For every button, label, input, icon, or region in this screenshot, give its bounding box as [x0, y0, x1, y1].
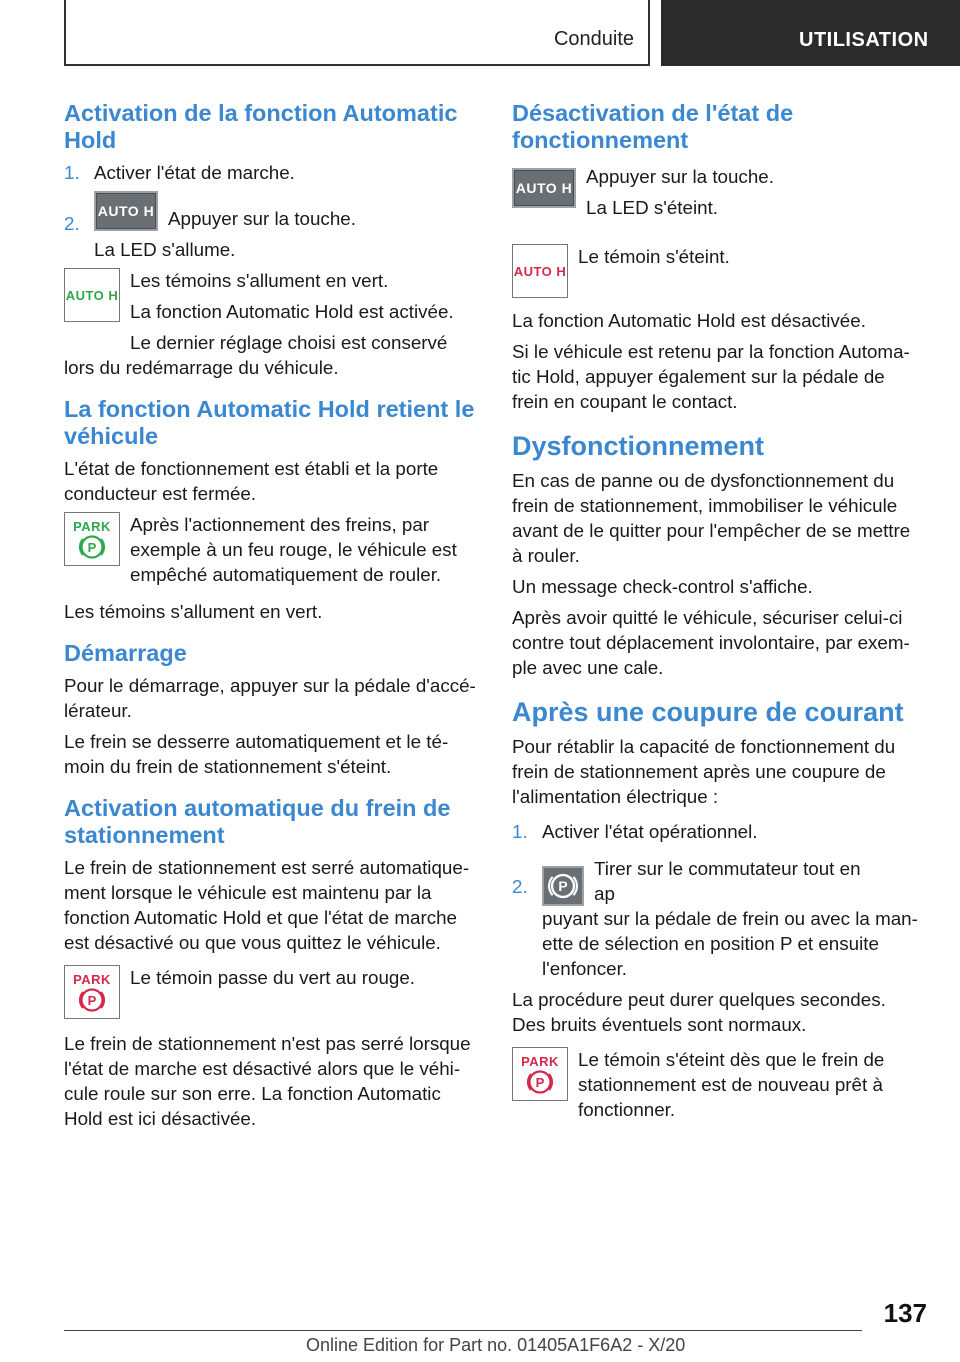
- auto-h-indicator-icon: [64, 268, 120, 322]
- indicator-text: Le témoin s'éteint dès que le frein de stationnement est de nouveau prêt à fonctionner.: [578, 1049, 885, 1120]
- footer-edition: Online Edition for Part no. 01405A1F6A2 - X/20: [306, 1335, 686, 1355]
- parking-brake-icon: [548, 871, 578, 901]
- step-after-text: La LED s'allume.: [94, 239, 236, 260]
- page-header: [0, 0, 960, 66]
- auto-h-indicator-note: [512, 244, 922, 298]
- indicator-label: PARK: [521, 1053, 559, 1069]
- auto-h-button-icon: [94, 191, 158, 231]
- auto-h-indicator-note: [64, 268, 482, 355]
- step-text: Appuyer sur la touche.: [168, 208, 356, 229]
- step-number: 1.: [64, 162, 80, 183]
- indicator-text-continued: lors du redémarrage du véhicule.: [64, 357, 339, 378]
- parking-brake-icon: [79, 987, 105, 1013]
- step-text: Activer l'état opérationnel.: [542, 821, 758, 842]
- indicator-text: La LED s'éteint.: [586, 197, 719, 218]
- footer-divider: [64, 1330, 862, 1331]
- heading-retient: La fonction Automatic Hold retient le véhicule: [64, 396, 475, 449]
- heading-coupure: Après une coupure de courant: [512, 697, 904, 727]
- step-number: 2.: [64, 213, 80, 234]
- header-chapter-tab: UTILISATION: [661, 0, 960, 66]
- step-2: [512, 856, 922, 981]
- paragraph: Pour le démarrage, appuyer sur la pédale d'accélérateur.: [64, 675, 476, 721]
- indicator-text: Appuyer sur la touche.: [586, 166, 774, 187]
- indicator-label: AUTO H: [65, 287, 119, 303]
- paragraph: La procédure peut durer quelques secondes. Des bruits éventuels sont normaux.: [512, 989, 886, 1035]
- step-1: [512, 819, 922, 844]
- parking-brake-icon: [527, 1069, 553, 1095]
- heading-activation: Activation de la fonction Automatic Hold: [64, 100, 458, 153]
- step-2: [64, 191, 482, 262]
- heading-demarrage: Démarrage: [64, 640, 187, 666]
- auto-h-button-icon: [512, 168, 576, 208]
- paragraph: La fonction Automatic Hold est désactivée.: [512, 310, 866, 331]
- park-green-indicator-icon: [64, 512, 120, 566]
- indicator-label: PARK: [73, 971, 111, 987]
- svg-text:P: P: [87, 992, 97, 1008]
- paragraph: Le frein de stationnement est serré automatiquement lorsque le véhicule est maintenu par la fonction Automatic Hold et que l'état de marche est désactivé ou que vous quittez le véhicule.: [64, 857, 470, 953]
- park-red-note: [512, 1047, 922, 1128]
- park-red-indicator-icon: [64, 965, 120, 1019]
- step-text: Tirer sur le commutateur tout en ap: [594, 858, 861, 904]
- step-number: 1.: [512, 821, 528, 842]
- indicator-text: Les témoins s'allument en vert.: [130, 270, 389, 291]
- indicator-label: PARK: [73, 518, 111, 534]
- paragraph: En cas de panne ou de dysfonctionnement du frein de stationnement, immobiliser le véhicule avant de le quitter pour l'empêcher de se mettre à rouler.: [512, 470, 911, 566]
- auto-h-button-label: AUTO H: [97, 202, 155, 219]
- paragraph: Les témoins s'allument en vert.: [64, 601, 323, 622]
- indicator-text: Après l'actionnement des freins, par exemple à un feu rouge, le véhicule est empêché automatiquement de rouler.: [130, 514, 457, 585]
- park-red-note: [64, 965, 482, 1019]
- left-column: [64, 100, 482, 1137]
- paragraph: Le frein se desserre automatiquement et le témoin du frein de stationnement s'éteint.: [64, 731, 449, 777]
- svg-text:P: P: [87, 539, 97, 555]
- heading-desactivation: Désactivation de l'état de fonctionnement: [512, 100, 794, 153]
- auto-h-indicator-icon: [512, 244, 568, 298]
- indicator-text: La fonction Automatic Hold est activée.: [130, 301, 454, 322]
- header-section-title: Conduite: [553, 28, 634, 50]
- svg-text:P: P: [535, 1074, 545, 1090]
- indicator-text: Le dernier réglage choisi est conservé: [130, 332, 448, 353]
- paragraph: L'état de fonctionnement est établi et la porte conducteur est fermée.: [64, 458, 439, 504]
- header-section-box: [64, 0, 650, 66]
- indicator-text: Le témoin passe du vert au rouge.: [130, 967, 416, 988]
- step-number: 2.: [512, 876, 528, 897]
- auto-h-button-label: AUTO H: [515, 180, 573, 196]
- heading-dysfonctionnement: Dysfonctionnement: [512, 431, 765, 461]
- indicator-text: Le témoin s'éteint.: [578, 246, 730, 267]
- heading-auto-frein: Activation automatique du frein de stationnement: [64, 795, 451, 848]
- park-green-note: [64, 512, 482, 593]
- parking-brake-switch-icon: [542, 866, 584, 906]
- indicator-label: AUTO H: [513, 263, 567, 279]
- paragraph: Un message check-control s'affiche.: [512, 576, 813, 597]
- park-red-indicator-icon: [512, 1047, 568, 1101]
- paragraph: Pour rétablir la capacité de fonctionnement du frein de stationnement après une coupure de l'alimentation électrique :: [512, 736, 896, 807]
- paragraph: Le frein de stationnement n'est pas serré lorsque l'état de marche est désactivé alors que le véhicule roule sur son erre. La fonction Automatic Hold est ici désactivée.: [64, 1033, 471, 1129]
- paragraph: Après avoir quitté le véhicule, sécuriser celui-ci contre tout déplacement involontaire, par exemple avec une cale.: [512, 607, 910, 678]
- paragraph: Si le véhicule est retenu par la fonction Automatic Hold, appuyer également sur la pédale de frein en coupant le contact.: [512, 341, 910, 412]
- step-1: [64, 160, 482, 185]
- right-column: [512, 100, 922, 1134]
- svg-text:P: P: [558, 878, 568, 895]
- auto-h-button-note: [512, 168, 922, 226]
- page-number: 137: [883, 1298, 927, 1328]
- step-text-continued: puyant sur la pédale de frein ou avec la manette de sélection en position P et ensuite l'enfoncer.: [542, 908, 918, 979]
- parking-brake-icon: [79, 534, 105, 560]
- step-text: Activer l'état de marche.: [94, 162, 295, 183]
